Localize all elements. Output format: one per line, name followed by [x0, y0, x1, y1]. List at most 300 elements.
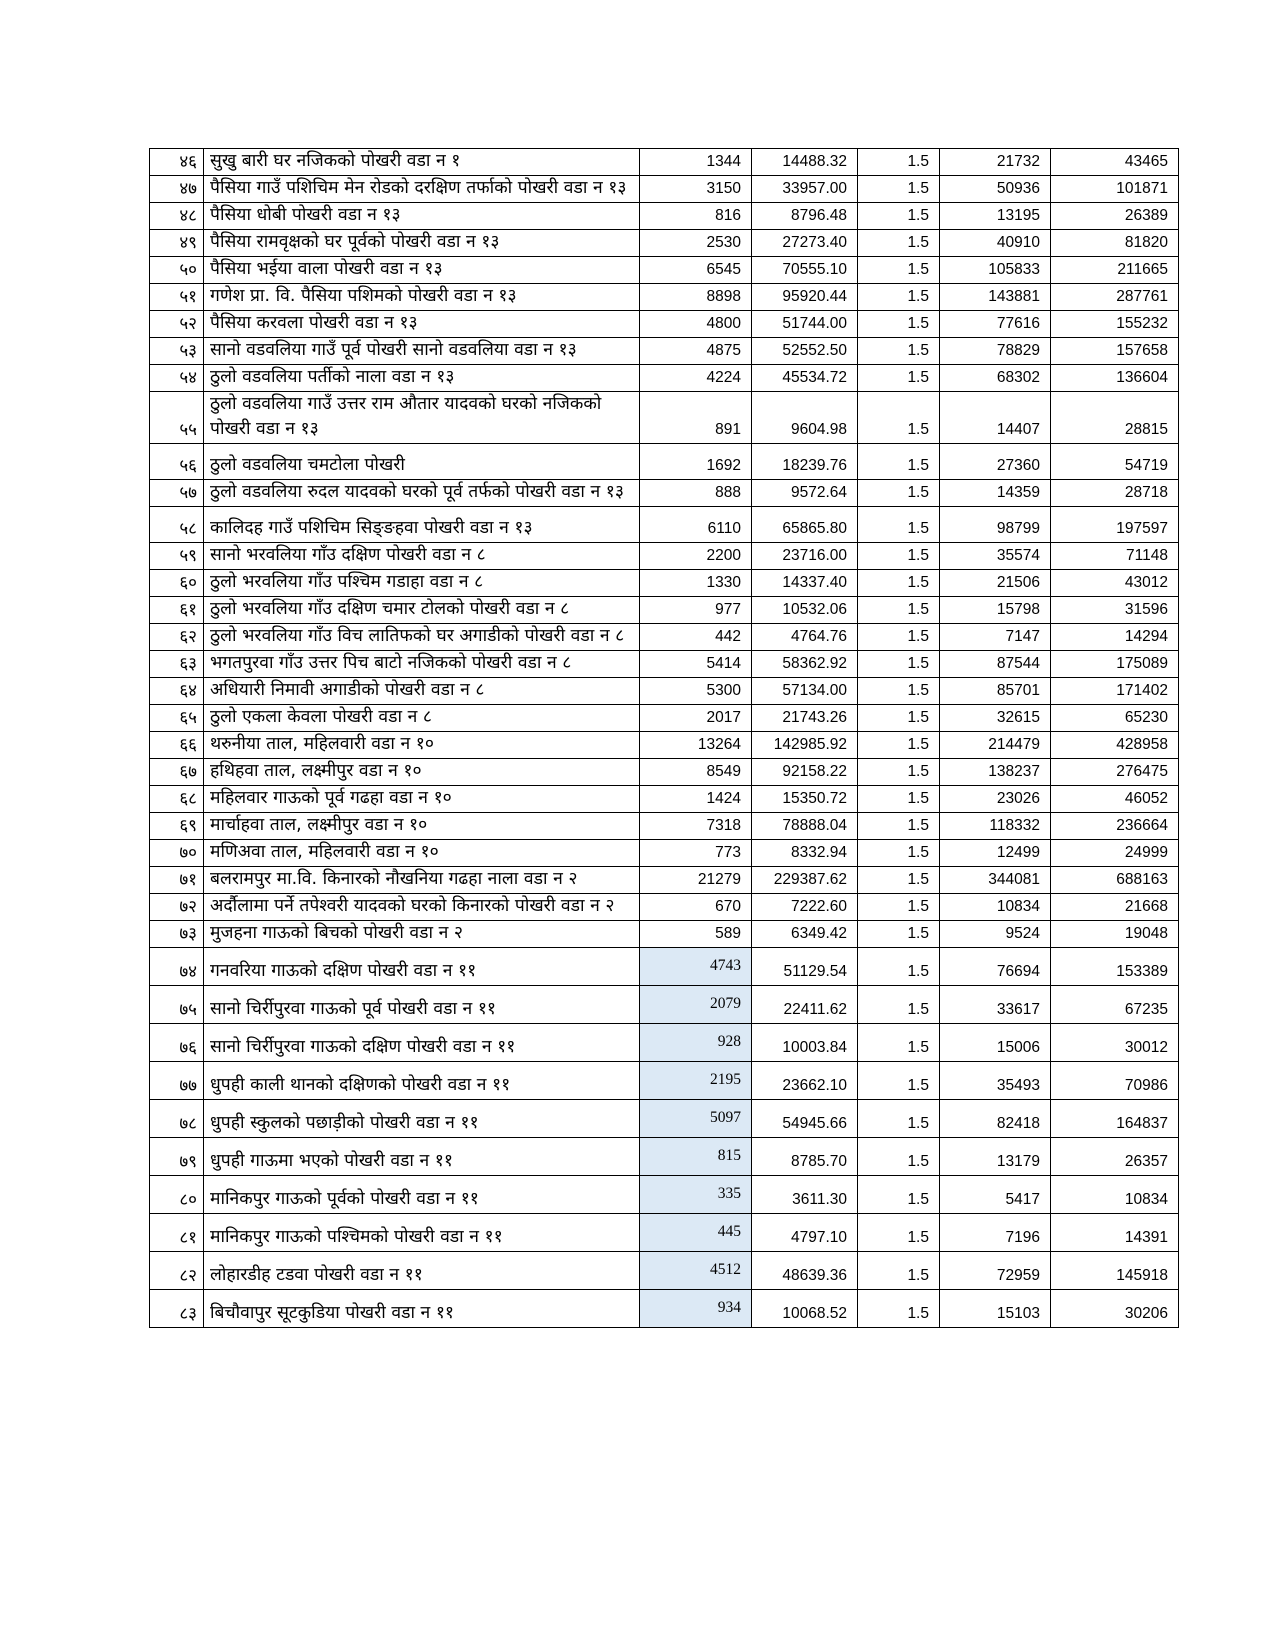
value-1-cell: 85701 — [940, 678, 1051, 705]
value-2-cell: 101871 — [1051, 176, 1179, 203]
volume-cell: 10003.84 — [752, 1024, 858, 1062]
depth-cell: 1.5 — [858, 1214, 940, 1252]
area-cell: 977 — [640, 597, 752, 624]
depth-cell: 1.5 — [858, 597, 940, 624]
value-2-cell: 197597 — [1051, 507, 1179, 543]
volume-cell: 9572.64 — [752, 480, 858, 507]
area-cell: 2017 — [640, 705, 752, 732]
value-2-cell: 276475 — [1051, 759, 1179, 786]
area-cell: 888 — [640, 480, 752, 507]
serial-number-cell: ४९ — [150, 230, 204, 257]
depth-cell: 1.5 — [858, 948, 940, 986]
table-row — [150, 1138, 1179, 1176]
value-2-cell: 54719 — [1051, 444, 1179, 480]
value-1-cell: 13179 — [940, 1138, 1051, 1176]
value-2-cell: 65230 — [1051, 705, 1179, 732]
serial-number-cell: ६३ — [150, 651, 204, 678]
volume-cell: 21743.26 — [752, 705, 858, 732]
area-cell: 1344 — [640, 149, 752, 176]
pond-name-cell: बलरामपुर मा.वि. किनारको नौखनिया गढहा नाला वडा न २ — [204, 867, 640, 894]
area-cell: 6545 — [640, 257, 752, 284]
area-cell: 4875 — [640, 338, 752, 365]
pond-name-cell: सुखु बारी घर नजिकको पोखरी वडा न १ — [204, 149, 640, 176]
table-row — [150, 311, 1179, 338]
volume-cell: 10068.52 — [752, 1290, 858, 1328]
value-1-cell: 32615 — [940, 705, 1051, 732]
value-2-cell: 287761 — [1051, 284, 1179, 311]
pond-name-cell: मणिअवा ताल, महिलवारी वडा न १० — [204, 840, 640, 867]
table-row — [150, 705, 1179, 732]
value-1-cell: 21506 — [940, 570, 1051, 597]
value-1-cell: 15006 — [940, 1024, 1051, 1062]
table-row — [150, 1252, 1179, 1290]
table-row — [150, 786, 1179, 813]
table-row — [150, 365, 1179, 392]
volume-cell: 18239.76 — [752, 444, 858, 480]
pond-name-cell: बिचौवापुर सूटकुडिया पोखरी वडा न ११ — [204, 1290, 640, 1328]
serial-number-cell: ८२ — [150, 1252, 204, 1290]
volume-cell: 70555.10 — [752, 257, 858, 284]
depth-cell: 1.5 — [858, 732, 940, 759]
pond-name-cell: धुपही काली थानको दक्षिणको पोखरी वडा न ११ — [204, 1062, 640, 1100]
serial-number-cell: ५३ — [150, 338, 204, 365]
pond-data-table — [149, 148, 1179, 1328]
value-1-cell: 50936 — [940, 176, 1051, 203]
table-row — [150, 570, 1179, 597]
table-row — [150, 813, 1179, 840]
value-1-cell: 35574 — [940, 543, 1051, 570]
depth-cell: 1.5 — [858, 813, 940, 840]
value-2-cell: 136604 — [1051, 365, 1179, 392]
pond-name-cell: अर्दौलामा पर्ने तपेश्वरी यादवको घरको किनारको पोखरी वडा न २ — [204, 894, 640, 921]
table-row — [150, 392, 1179, 444]
volume-cell: 22411.62 — [752, 986, 858, 1024]
table-row — [150, 203, 1179, 230]
area-cell: 4743 — [640, 948, 752, 986]
value-1-cell: 76694 — [940, 948, 1051, 986]
serial-number-cell: ५६ — [150, 444, 204, 480]
depth-cell: 1.5 — [858, 257, 940, 284]
value-2-cell: 31596 — [1051, 597, 1179, 624]
area-cell: 8898 — [640, 284, 752, 311]
value-1-cell: 23026 — [940, 786, 1051, 813]
volume-cell: 8796.48 — [752, 203, 858, 230]
depth-cell: 1.5 — [858, 705, 940, 732]
table-row — [150, 986, 1179, 1024]
volume-cell: 4797.10 — [752, 1214, 858, 1252]
table-row — [150, 230, 1179, 257]
volume-cell: 8785.70 — [752, 1138, 858, 1176]
volume-cell: 45534.72 — [752, 365, 858, 392]
area-cell: 670 — [640, 894, 752, 921]
area-cell: 816 — [640, 203, 752, 230]
table-row — [150, 678, 1179, 705]
value-2-cell: 81820 — [1051, 230, 1179, 257]
value-1-cell: 77616 — [940, 311, 1051, 338]
value-2-cell: 28815 — [1051, 392, 1179, 444]
area-cell: 335 — [640, 1176, 752, 1214]
serial-number-cell: ७४ — [150, 948, 204, 986]
volume-cell: 33957.00 — [752, 176, 858, 203]
pond-name-cell: धुपही स्कुलको पछाड़ीको पोखरी वडा न ११ — [204, 1100, 640, 1138]
pond-name-cell: पैसिया भईया वाला पोखरी वडा न १३ — [204, 257, 640, 284]
table-row — [150, 507, 1179, 543]
value-2-cell: 30206 — [1051, 1290, 1179, 1328]
depth-cell: 1.5 — [858, 203, 940, 230]
table-row — [150, 149, 1179, 176]
volume-cell: 78888.04 — [752, 813, 858, 840]
area-cell: 5414 — [640, 651, 752, 678]
table-row — [150, 1062, 1179, 1100]
pond-name-cell: ठुलो भरवलिया गाँउ विच लातिफको घर अगाडीको पोखरी वडा न ८ — [204, 624, 640, 651]
area-cell: 2530 — [640, 230, 752, 257]
pond-name-cell: सानो वडवलिया गाउँ पूर्व पोखरी सानो वडवलिया वडा न १३ — [204, 338, 640, 365]
value-1-cell: 14359 — [940, 480, 1051, 507]
area-cell: 442 — [640, 624, 752, 651]
value-2-cell: 46052 — [1051, 786, 1179, 813]
value-2-cell: 21668 — [1051, 894, 1179, 921]
value-1-cell: 138237 — [940, 759, 1051, 786]
pond-name-cell: ठुलो वडवलिया गाउँ उत्तर राम औतार यादवको घरको नजिकको पोखरी वडा न १३ — [204, 392, 640, 444]
area-cell: 2079 — [640, 986, 752, 1024]
depth-cell: 1.5 — [858, 624, 940, 651]
volume-cell: 58362.92 — [752, 651, 858, 678]
value-1-cell: 27360 — [940, 444, 1051, 480]
table-row — [150, 176, 1179, 203]
table-row — [150, 624, 1179, 651]
value-2-cell: 28718 — [1051, 480, 1179, 507]
serial-number-cell: ५५ — [150, 392, 204, 444]
depth-cell: 1.5 — [858, 894, 940, 921]
volume-cell: 14488.32 — [752, 149, 858, 176]
value-1-cell: 7147 — [940, 624, 1051, 651]
serial-number-cell: ८० — [150, 1176, 204, 1214]
volume-cell: 65865.80 — [752, 507, 858, 543]
value-2-cell: 10834 — [1051, 1176, 1179, 1214]
volume-cell: 4764.76 — [752, 624, 858, 651]
volume-cell: 23662.10 — [752, 1062, 858, 1100]
value-2-cell: 24999 — [1051, 840, 1179, 867]
table-row — [150, 1176, 1179, 1214]
table-row — [150, 257, 1179, 284]
value-2-cell: 14294 — [1051, 624, 1179, 651]
table-row — [150, 759, 1179, 786]
serial-number-cell: ५० — [150, 257, 204, 284]
table-body — [150, 149, 1179, 1328]
depth-cell: 1.5 — [858, 786, 940, 813]
serial-number-cell: ६१ — [150, 597, 204, 624]
volume-cell: 27273.40 — [752, 230, 858, 257]
depth-cell: 1.5 — [858, 149, 940, 176]
volume-cell: 229387.62 — [752, 867, 858, 894]
serial-number-cell: ७१ — [150, 867, 204, 894]
area-cell: 6110 — [640, 507, 752, 543]
serial-number-cell: ६७ — [150, 759, 204, 786]
value-1-cell: 7196 — [940, 1214, 1051, 1252]
pond-name-cell: पैसिया धोबी पोखरी वडा न १३ — [204, 203, 640, 230]
area-cell: 4512 — [640, 1252, 752, 1290]
depth-cell: 1.5 — [858, 1290, 940, 1328]
pond-name-cell: सानो भरवलिया गाँउ दक्षिण पोखरी वडा न ८ — [204, 543, 640, 570]
serial-number-cell: ४६ — [150, 149, 204, 176]
serial-number-cell: ७० — [150, 840, 204, 867]
volume-cell: 7222.60 — [752, 894, 858, 921]
value-1-cell: 214479 — [940, 732, 1051, 759]
value-1-cell: 5417 — [940, 1176, 1051, 1214]
value-1-cell: 14407 — [940, 392, 1051, 444]
serial-number-cell: ५८ — [150, 507, 204, 543]
value-2-cell: 26357 — [1051, 1138, 1179, 1176]
pond-name-cell: मुजहना गाऊको बिचको पोखरी वडा न २ — [204, 921, 640, 948]
area-cell: 1692 — [640, 444, 752, 480]
value-1-cell: 118332 — [940, 813, 1051, 840]
area-cell: 2195 — [640, 1062, 752, 1100]
volume-cell: 8332.94 — [752, 840, 858, 867]
depth-cell: 1.5 — [858, 365, 940, 392]
value-2-cell: 145918 — [1051, 1252, 1179, 1290]
value-2-cell: 67235 — [1051, 986, 1179, 1024]
area-cell: 589 — [640, 921, 752, 948]
volume-cell: 3611.30 — [752, 1176, 858, 1214]
area-cell: 4800 — [640, 311, 752, 338]
area-cell: 3150 — [640, 176, 752, 203]
table-row — [150, 948, 1179, 986]
value-2-cell: 43465 — [1051, 149, 1179, 176]
table-row — [150, 867, 1179, 894]
value-2-cell: 688163 — [1051, 867, 1179, 894]
area-cell: 934 — [640, 1290, 752, 1328]
serial-number-cell: ५१ — [150, 284, 204, 311]
volume-cell: 15350.72 — [752, 786, 858, 813]
value-1-cell: 21732 — [940, 149, 1051, 176]
volume-cell: 52552.50 — [752, 338, 858, 365]
depth-cell: 1.5 — [858, 230, 940, 257]
table-row — [150, 1024, 1179, 1062]
depth-cell: 1.5 — [858, 1024, 940, 1062]
table-row — [150, 1214, 1179, 1252]
volume-cell: 142985.92 — [752, 732, 858, 759]
serial-number-cell: ६६ — [150, 732, 204, 759]
value-2-cell: 211665 — [1051, 257, 1179, 284]
value-1-cell: 15798 — [940, 597, 1051, 624]
area-cell: 21279 — [640, 867, 752, 894]
area-cell: 891 — [640, 392, 752, 444]
table-row — [150, 1100, 1179, 1138]
volume-cell: 51129.54 — [752, 948, 858, 986]
value-2-cell: 175089 — [1051, 651, 1179, 678]
depth-cell: 1.5 — [858, 986, 940, 1024]
depth-cell: 1.5 — [858, 1062, 940, 1100]
table-row — [150, 444, 1179, 480]
volume-cell: 54945.66 — [752, 1100, 858, 1138]
area-cell: 5300 — [640, 678, 752, 705]
value-2-cell: 164837 — [1051, 1100, 1179, 1138]
pond-name-cell: भगतपुरवा गाँउ उत्तर पिच बाटो नजिकको पोखरी वडा न ८ — [204, 651, 640, 678]
value-1-cell: 13195 — [940, 203, 1051, 230]
volume-cell: 95920.44 — [752, 284, 858, 311]
value-1-cell: 344081 — [940, 867, 1051, 894]
pond-name-cell: कालिदह गाउँ पशिचिम सिङ्ङहवा पोखरी वडा न १३ — [204, 507, 640, 543]
area-cell: 928 — [640, 1024, 752, 1062]
table-row — [150, 597, 1179, 624]
serial-number-cell: ७९ — [150, 1138, 204, 1176]
serial-number-cell: ६२ — [150, 624, 204, 651]
depth-cell: 1.5 — [858, 480, 940, 507]
pond-name-cell: ठुलो भरवलिया गाँउ दक्षिण चमार टोलको पोखरी वडा न ८ — [204, 597, 640, 624]
value-1-cell: 68302 — [940, 365, 1051, 392]
value-1-cell: 72959 — [940, 1252, 1051, 1290]
area-cell: 445 — [640, 1214, 752, 1252]
value-1-cell: 10834 — [940, 894, 1051, 921]
value-1-cell: 105833 — [940, 257, 1051, 284]
table-row — [150, 1290, 1179, 1328]
table-row — [150, 732, 1179, 759]
table-row — [150, 480, 1179, 507]
value-2-cell: 43012 — [1051, 570, 1179, 597]
value-1-cell: 87544 — [940, 651, 1051, 678]
area-cell: 773 — [640, 840, 752, 867]
depth-cell: 1.5 — [858, 651, 940, 678]
serial-number-cell: ४८ — [150, 203, 204, 230]
value-1-cell: 12499 — [940, 840, 1051, 867]
pond-name-cell: मानिकपुर गाऊको पूर्वको पोखरी वडा न ११ — [204, 1176, 640, 1214]
serial-number-cell: ६४ — [150, 678, 204, 705]
value-1-cell: 98799 — [940, 507, 1051, 543]
value-2-cell: 155232 — [1051, 311, 1179, 338]
value-2-cell: 153389 — [1051, 948, 1179, 986]
serial-number-cell: ५४ — [150, 365, 204, 392]
area-cell: 1424 — [640, 786, 752, 813]
volume-cell: 92158.22 — [752, 759, 858, 786]
value-1-cell: 33617 — [940, 986, 1051, 1024]
table-row — [150, 651, 1179, 678]
depth-cell: 1.5 — [858, 311, 940, 338]
volume-cell: 57134.00 — [752, 678, 858, 705]
table-row — [150, 543, 1179, 570]
table-row — [150, 284, 1179, 311]
depth-cell: 1.5 — [858, 759, 940, 786]
pond-name-cell: थरुनीया ताल, महिलवारी वडा न १० — [204, 732, 640, 759]
area-cell: 4224 — [640, 365, 752, 392]
serial-number-cell: ७२ — [150, 894, 204, 921]
pond-name-cell: ठुलो एकला केवला पोखरी वडा न ८ — [204, 705, 640, 732]
pond-name-cell: ठुलो वडवलिया रुदल यादवको घरको पूर्व तर्फको पोखरी वडा न १३ — [204, 480, 640, 507]
depth-cell: 1.5 — [858, 678, 940, 705]
area-cell: 13264 — [640, 732, 752, 759]
depth-cell: 1.5 — [858, 444, 940, 480]
depth-cell: 1.5 — [858, 1252, 940, 1290]
area-cell: 1330 — [640, 570, 752, 597]
pond-name-cell: ठुलो वडवलिया चमटोला पोखरी — [204, 444, 640, 480]
pond-name-cell: पैसिया रामवृक्षको घर पूर्वको पोखरी वडा न १३ — [204, 230, 640, 257]
value-2-cell: 428958 — [1051, 732, 1179, 759]
value-2-cell: 71148 — [1051, 543, 1179, 570]
pond-name-cell: पैसिया करवला पोखरी वडा न १३ — [204, 311, 640, 338]
serial-number-cell: ८१ — [150, 1214, 204, 1252]
depth-cell: 1.5 — [858, 867, 940, 894]
pond-name-cell: ठुलो भरवलिया गाँउ पश्चिम गडाहा वडा न ८ — [204, 570, 640, 597]
depth-cell: 1.5 — [858, 921, 940, 948]
serial-number-cell: ४७ — [150, 176, 204, 203]
serial-number-cell: ७८ — [150, 1100, 204, 1138]
volume-cell: 14337.40 — [752, 570, 858, 597]
serial-number-cell: ६८ — [150, 786, 204, 813]
table-row — [150, 921, 1179, 948]
value-1-cell: 15103 — [940, 1290, 1051, 1328]
depth-cell: 1.5 — [858, 840, 940, 867]
volume-cell: 51744.00 — [752, 311, 858, 338]
volume-cell: 48639.36 — [752, 1252, 858, 1290]
depth-cell: 1.5 — [858, 1100, 940, 1138]
area-cell: 2200 — [640, 543, 752, 570]
depth-cell: 1.5 — [858, 507, 940, 543]
depth-cell: 1.5 — [858, 392, 940, 444]
pond-name-cell: मार्चाहवा ताल, लक्ष्मीपुर वडा न १० — [204, 813, 640, 840]
value-1-cell: 82418 — [940, 1100, 1051, 1138]
value-2-cell: 26389 — [1051, 203, 1179, 230]
table-row — [150, 894, 1179, 921]
serial-number-cell: ७७ — [150, 1062, 204, 1100]
value-2-cell: 14391 — [1051, 1214, 1179, 1252]
pond-name-cell: ठुलो वडवलिया पर्तीको नाला वडा न १३ — [204, 365, 640, 392]
pond-name-cell: अधियारी निमावी अगाडीको पोखरी वडा न ८ — [204, 678, 640, 705]
depth-cell: 1.5 — [858, 1176, 940, 1214]
value-2-cell: 19048 — [1051, 921, 1179, 948]
volume-cell: 9604.98 — [752, 392, 858, 444]
depth-cell: 1.5 — [858, 570, 940, 597]
pond-name-cell: हथिहवा ताल, लक्ष्मीपुर वडा न १० — [204, 759, 640, 786]
volume-cell: 23716.00 — [752, 543, 858, 570]
value-1-cell: 78829 — [940, 338, 1051, 365]
serial-number-cell: ५९ — [150, 543, 204, 570]
area-cell: 8549 — [640, 759, 752, 786]
value-2-cell: 30012 — [1051, 1024, 1179, 1062]
volume-cell: 6349.42 — [752, 921, 858, 948]
pond-name-cell: गणेश प्रा. वि. पैसिया पशिमको पोखरी वडा न १३ — [204, 284, 640, 311]
serial-number-cell: ७३ — [150, 921, 204, 948]
serial-number-cell: ८३ — [150, 1290, 204, 1328]
serial-number-cell: ५७ — [150, 480, 204, 507]
depth-cell: 1.5 — [858, 284, 940, 311]
area-cell: 5097 — [640, 1100, 752, 1138]
depth-cell: 1.5 — [858, 1138, 940, 1176]
pond-name-cell: पैसिया गाउँ पशिचिम मेन रोडको दरक्षिण तर्फाको पोखरी वडा न १३ — [204, 176, 640, 203]
serial-number-cell: ६९ — [150, 813, 204, 840]
pond-name-cell: गनवरिया गाऊको दक्षिण पोखरी वडा न ११ — [204, 948, 640, 986]
table-row — [150, 338, 1179, 365]
table-row — [150, 840, 1179, 867]
value-2-cell: 157658 — [1051, 338, 1179, 365]
pond-name-cell: लोहारडीह टडवा पोखरी वडा न ११ — [204, 1252, 640, 1290]
value-2-cell: 70986 — [1051, 1062, 1179, 1100]
volume-cell: 10532.06 — [752, 597, 858, 624]
value-1-cell: 35493 — [940, 1062, 1051, 1100]
value-1-cell: 143881 — [940, 284, 1051, 311]
serial-number-cell: ७६ — [150, 1024, 204, 1062]
serial-number-cell: ७५ — [150, 986, 204, 1024]
serial-number-cell: ६५ — [150, 705, 204, 732]
depth-cell: 1.5 — [858, 338, 940, 365]
value-1-cell: 9524 — [940, 921, 1051, 948]
depth-cell: 1.5 — [858, 543, 940, 570]
serial-number-cell: ६० — [150, 570, 204, 597]
value-1-cell: 40910 — [940, 230, 1051, 257]
pond-name-cell: मानिकपुर गाऊको पश्चिमको पोखरी वडा न ११ — [204, 1214, 640, 1252]
area-cell: 815 — [640, 1138, 752, 1176]
serial-number-cell: ५२ — [150, 311, 204, 338]
area-cell: 7318 — [640, 813, 752, 840]
depth-cell: 1.5 — [858, 176, 940, 203]
